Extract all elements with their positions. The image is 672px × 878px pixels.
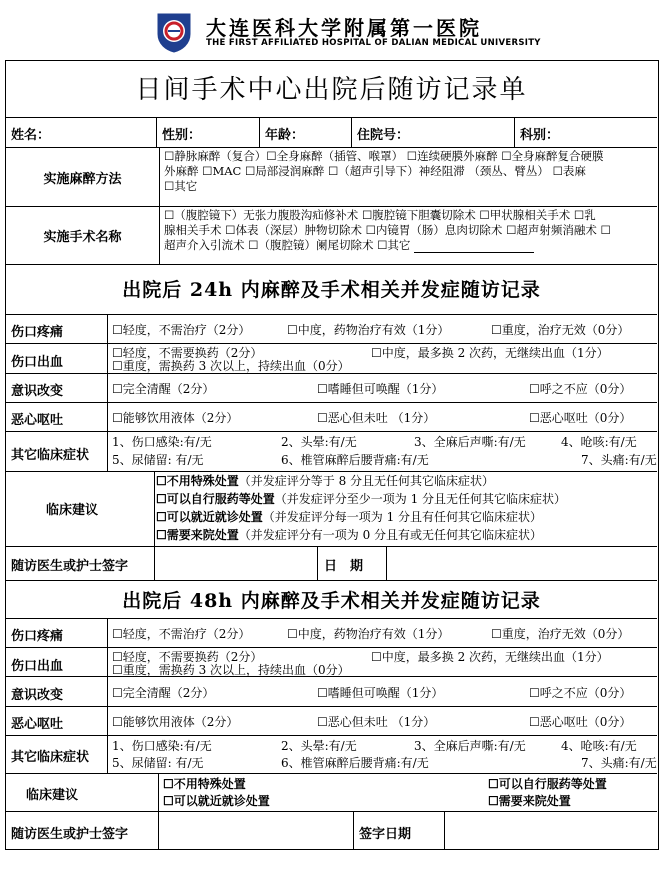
s24-consciousness-option-awake[interactable]: ☐完全清醒（2分） [112, 382, 215, 396]
s24-consciousness-option-unresponsive[interactable]: ☐呼之不应（0分） [529, 382, 632, 396]
s48-symptom-infection[interactable]: 1、伤口感染:有/无 [112, 739, 212, 753]
s48-symptom-dizziness[interactable]: 2、头晕:有/无 [281, 739, 357, 753]
admission-number-label: 住院号： [357, 128, 410, 143]
s48-bleed-option-mild[interactable]: ☐轻度，不需要换药（2分） [112, 650, 263, 664]
s48-nausea-option-nausea[interactable]: ☐恶心但未吐 （1分） [317, 715, 436, 729]
s48-nausea-option-vomit[interactable]: ☐恶心呕吐（0分） [529, 715, 632, 729]
s24-other-symptoms-label: 其它临床症状 [11, 448, 90, 463]
anesthesia-options[interactable]: ☐静脉麻醉（复合）☐全身麻醉（插管、喉罩） ☐连续硬膜外麻醉 ☐全身麻醉复合硬膜 外麻醉 ☐MAC ☐局部浸润麻醉 ☐（超声引导下）神经阻滞 （颈丛、臂丛） ☐表麻 ☐其它 [164, 149, 604, 193]
surgery-label: 实施手术名称 [43, 230, 122, 245]
s48-pain-option-mild[interactable]: ☐轻度，不需治疗（2分） [112, 627, 251, 641]
s24-pain-option-moderate[interactable]: ☐中度，药物治疗有效（1分） [287, 323, 450, 337]
s24-pain-label: 伤口疼痛 [11, 325, 64, 340]
s48-advice-no-treatment[interactable]: ☐不用特殊处置 [163, 777, 246, 791]
s48-date-field[interactable] [446, 813, 656, 847]
s48-bleed-label: 伤口出血 [11, 659, 64, 674]
s24-advice-return-hospital[interactable]: ☐需要来院处置（并发症评分有一项为 0 分且有或无任何其它临床症状） [156, 528, 543, 542]
surgery-options[interactable]: ☐（腹腔镜下）无张力腹股沟疝修补术 ☐腹腔镜下胆囊切除术 ☐甲状腺相关手术 ☐乳 腺相关手术 ☐体表（深层）肿物切除术 ☐内镜胃（肠）息肉切除术 ☐超声射频消融术 ☐ 超声介入引流术 ☐（腹腔镜）阑尾切除术 ☐其它 [164, 208, 611, 252]
s48-consciousness-option-drowsy[interactable]: ☐嗜睡但可唤醒（1分） [317, 686, 444, 700]
hospital-name-en: THE FIRST AFFILIATED HOSPITAL OF DALIAN MEDICAL UNIVERSITY [206, 38, 541, 48]
s48-nausea-option-drink[interactable]: ☐能够饮用液体（2分） [112, 715, 239, 729]
s24-bleed-option-mild[interactable]: ☐轻度，不需要换药（2分） [112, 346, 263, 360]
s48-bleed-option-moderate[interactable]: ☐中度，最多换 2 次药，无继续出血（1分） [371, 650, 609, 664]
s48-symptom-urinary-retention[interactable]: 5、尿储留: 有/无 [112, 756, 204, 770]
s24-advice-self-medication[interactable]: ☐可以自行服药等处置（并发症评分至少一项为 1 分且无任何其它临床症状） [156, 492, 567, 506]
hospital-logo-icon [152, 10, 196, 54]
s24-advice-label: 临床建议 [46, 503, 99, 518]
s24-date-field[interactable] [388, 548, 656, 578]
s24-symptom-infection[interactable]: 1、伤口感染:有/无 [112, 435, 212, 449]
s48-consciousness-label: 意识改变 [11, 688, 64, 703]
s24-bleed-option-moderate[interactable]: ☐中度，最多换 2 次药，无继续出血（1分） [371, 346, 609, 360]
s24-date-label: 日 期 [324, 559, 364, 574]
s48-other-symptoms-label: 其它临床症状 [11, 750, 90, 765]
s48-pain-option-moderate[interactable]: ☐中度，药物治疗有效（1分） [287, 627, 450, 641]
s24-nausea-option-nausea[interactable]: ☐恶心但未吐 （1分） [317, 411, 436, 425]
s24-nausea-option-drink[interactable]: ☐能够饮用液体（2分） [112, 411, 239, 425]
hospital-header [0, 0, 672, 58]
s24-symptom-cough[interactable]: 4、呛咳:有/无 [561, 435, 637, 449]
s24-consciousness-label: 意识改变 [11, 384, 64, 399]
s24-pain-option-mild[interactable]: ☐轻度，不需治疗（2分） [112, 323, 251, 337]
s24-pain-option-severe[interactable]: ☐重度，治疗无效（0分） [491, 323, 630, 337]
s48-bleed-option-severe[interactable]: ☐重度，需换药 3 次以上，持续出血（0分） [112, 663, 350, 677]
s24-advice-nearby-clinic[interactable]: ☐可以就近就诊处置（并发症评分每一项为 1 分且有任何其它临床症状） [156, 510, 543, 524]
s48-nausea-label: 恶心呕吐 [11, 717, 64, 732]
s48-pain-label: 伤口疼痛 [11, 629, 64, 644]
s24-consciousness-option-drowsy[interactable]: ☐嗜睡但可唤醒（1分） [317, 382, 444, 396]
followup-form [5, 60, 659, 850]
s48-advice-nearby-clinic[interactable]: ☐可以就近就诊处置 [163, 794, 270, 808]
form-title: 日间手术中心出院后随访记录单 [135, 75, 528, 105]
s48-signature-label: 随访医生或护士签字 [11, 827, 129, 842]
s48-advice-self-medication[interactable]: ☐可以自行服药等处置 [488, 777, 607, 791]
s48-consciousness-option-awake[interactable]: ☐完全清醒（2分） [112, 686, 215, 700]
s24-signature-field[interactable] [156, 548, 316, 578]
s48-consciousness-option-unresponsive[interactable]: ☐呼之不应（0分） [529, 686, 632, 700]
section-24h-title: 出院后 24h 内麻醉及手术相关并发症随访记录 [122, 279, 541, 301]
s24-symptom-back-pain[interactable]: 6、椎管麻醉后腰背痛:有/无 [281, 453, 429, 467]
s24-bleed-option-severe[interactable]: ☐重度，需换药 3 次以上，持续出血（0分） [112, 359, 350, 373]
s24-nausea-option-vomit[interactable]: ☐恶心呕吐（0分） [529, 411, 632, 425]
s24-symptom-headache[interactable]: 7、头痛:有/无 [581, 453, 657, 467]
s24-bleed-label: 伤口出血 [11, 355, 64, 370]
s48-symptom-cough[interactable]: 4、呛咳:有/无 [561, 739, 637, 753]
s48-symptom-back-pain[interactable]: 6、椎管麻醉后腰背痛:有/无 [281, 756, 429, 770]
s24-symptom-dizziness[interactable]: 2、头晕:有/无 [281, 435, 357, 449]
age-field-label: 年龄： [265, 128, 305, 143]
s48-symptom-hoarseness[interactable]: 3、全麻后声嘶:有/无 [414, 739, 526, 753]
anesthesia-label: 实施麻醉方法 [43, 172, 122, 187]
s48-advice-return-hospital[interactable]: ☐需要来院处置 [488, 794, 571, 808]
s24-symptom-hoarseness[interactable]: 3、全麻后声嘶:有/无 [414, 435, 526, 449]
s24-signature-label: 随访医生或护士签字 [11, 559, 129, 574]
section-48h-title: 出院后 48h 内麻醉及手术相关并发症随访记录 [122, 590, 541, 612]
s48-symptom-headache[interactable]: 7、头痛:有/无 [581, 756, 657, 770]
s48-advice-label: 临床建议 [26, 788, 79, 803]
s24-symptom-urinary-retention[interactable]: 5、尿储留: 有/无 [112, 453, 204, 467]
department-field-label: 科别： [520, 128, 560, 143]
s48-pain-option-severe[interactable]: ☐重度，治疗无效（0分） [491, 627, 630, 641]
s48-date-label: 签字日期 [359, 827, 412, 842]
s48-signature-field[interactable] [160, 813, 352, 847]
gender-field-label: 性别： [162, 128, 202, 143]
name-field-label: 姓名： [11, 128, 51, 143]
s24-advice-no-treatment[interactable]: ☐不用特殊处置（并发症评分等于 8 分且无任何其它临床症状） [156, 474, 495, 488]
hospital-name-cn: 大连医科大学附属第一医院 [206, 16, 482, 40]
s24-nausea-label: 恶心呕吐 [11, 413, 64, 428]
